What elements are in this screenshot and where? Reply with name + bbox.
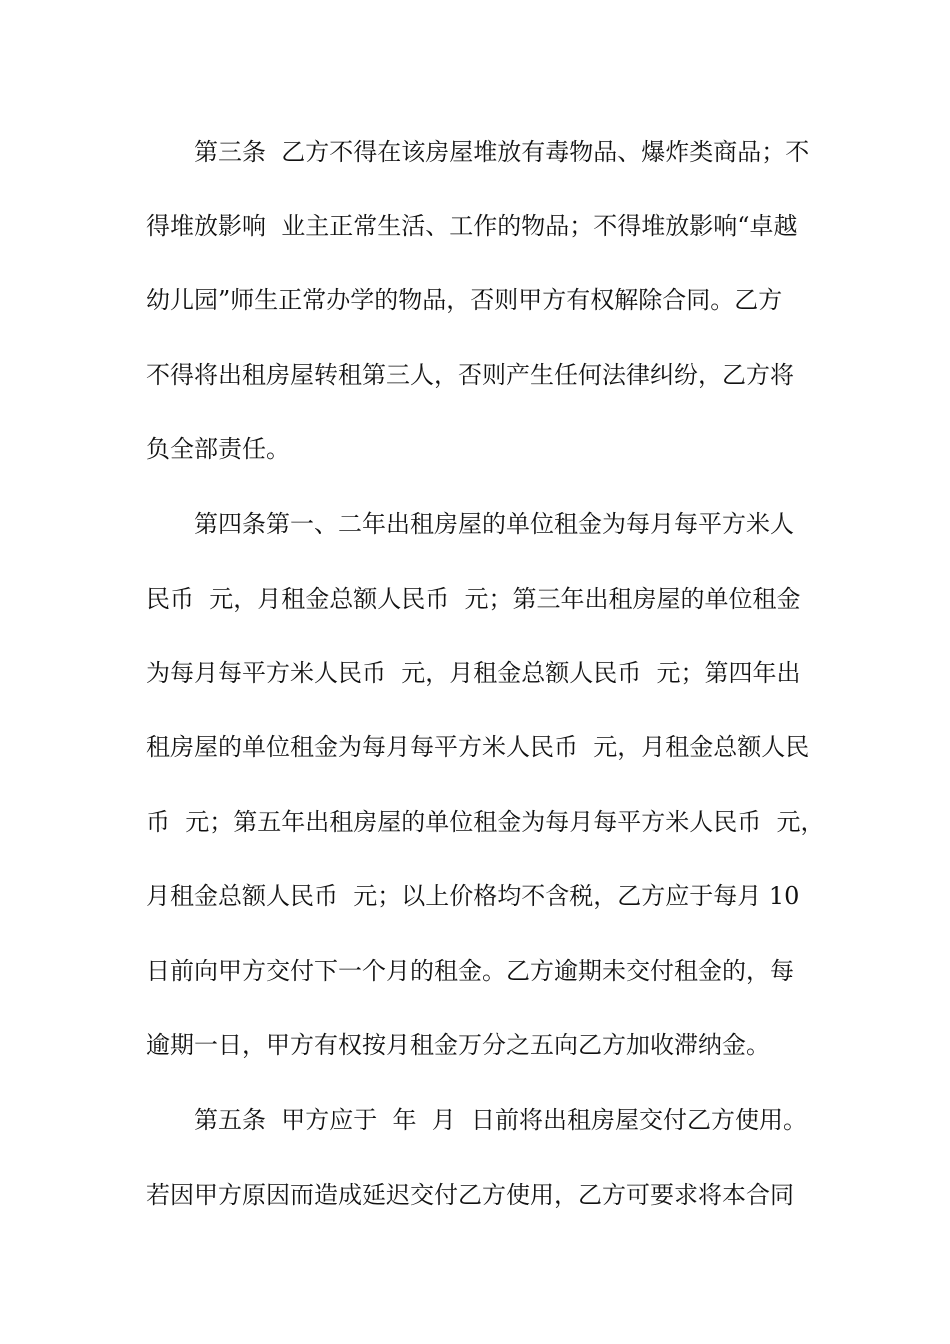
text-line: 月租金总额人民币 元；以上价格均不含税，乙方应于每月 10 [146,882,800,910]
text-line: 不得将出租房屋转租第三人，否则产生任何法律纠纷，乙方将 [146,361,794,389]
text-line: 逾期一日，甲方有权按月租金万分之五向乙方加收滞纳金。 [146,1031,770,1059]
text-line: 第五条 甲方应于 年 月 日前将出租房屋交付乙方使用。 [194,1106,808,1134]
text-line: 若因甲方原因而造成延迟交付乙方使用，乙方可要求将本合同 [146,1181,794,1209]
text-line: 日前向甲方交付下一个月的租金。乙方逾期未交付租金的，每 [146,957,794,985]
text-line: 幼儿园”师生正常办学的物品，否则甲方有权解除合同。乙方 [146,286,783,314]
text-line: 民币 元，月租金总额人民币 元；第三年出租房屋的单位租金 [146,585,801,613]
text-line: 得堆放影响 业主正常生活、工作的物品；不得堆放影响“卓越 [146,212,798,240]
text-line: 第四条第一、二年出租房屋的单位租金为每月每平方米人 [194,510,794,538]
text-line: 第三条 乙方不得在该房屋堆放有毒物品、爆炸类商品；不 [194,138,810,166]
text-line: 为每月每平方米人民币 元，月租金总额人民币 元；第四年出 [146,659,801,687]
text-line: 币 元；第五年出租房屋的单位租金为每月每平方米人民币 元， [146,808,825,836]
text-line: 租房屋的单位租金为每月每平方米人民币 元，月租金总额人民 [146,733,810,761]
text-line: 负全部责任。 [146,435,290,463]
